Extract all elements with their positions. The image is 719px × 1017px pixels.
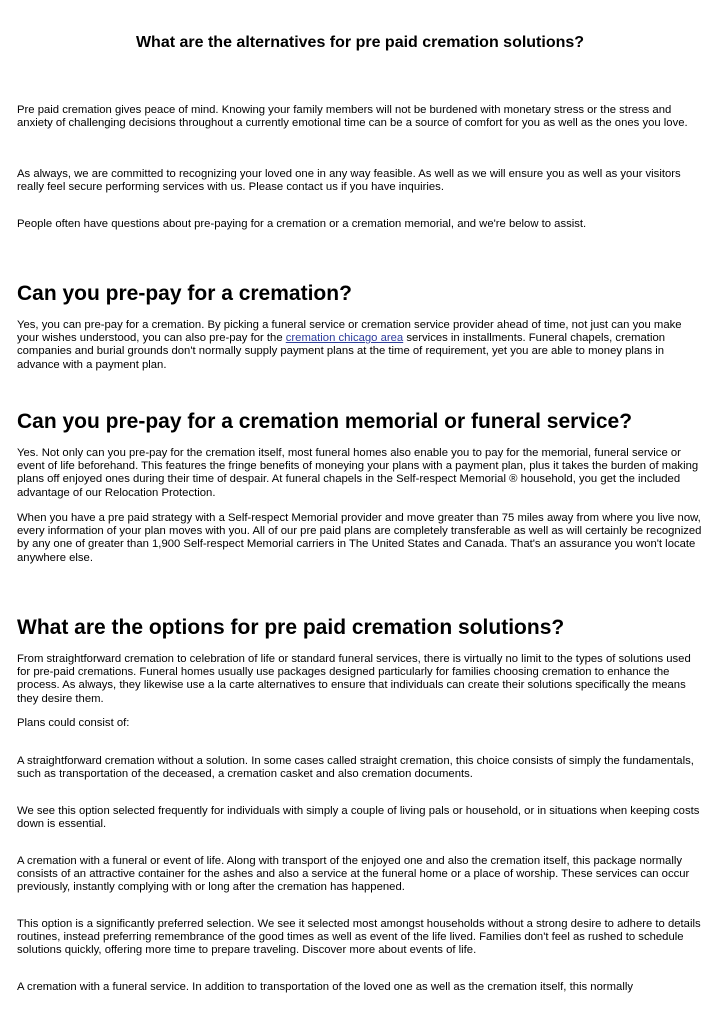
section2-paragraph-1: Yes. Not only can you pre-pay for the cremation itself, most funeral homes also enable you to pay for the memorial, funeral service or event of life beforehand. This features the fringe benefits of moneying your plans with a payment plan, plus it takes the burden of making plans off enjoyed ones during their time of despair. At funeral chapels in the Self-respect Memorial ® household, you get the included advantage of our Relocation Protection. bbox=[17, 447, 699, 499]
cremation-chicago-area-link[interactable]: cremation chicago area bbox=[285, 332, 404, 345]
section3-paragraph-5: A cremation with a funeral or event of life. Along with transport of the enjoyed one and also the cremation itself, this package normally consists of an attractive container for the ashes and also a service at the funeral home or a place of worship. These services can occur previously, instantly complying with or long after the cremation has happened. bbox=[17, 855, 690, 894]
intro-paragraph-1: Pre paid cremation gives peace of mind. Knowing your family members will not be burdened with monetary stress or the stress and anxiety of challenging decisions throughout a currently emotional time can be a source of comfort for you as well as the ones you love. bbox=[17, 104, 688, 130]
section1-text-before-link: Yes, you can pre-pay for a cremation. By picking a funeral service or cremation service provider ahead of time, not just can you make your wishes understood, you can also pre-pay for the bbox=[17, 319, 682, 345]
section2-paragraph-2: When you have a pre paid strategy with a Self-respect Memorial provider and move greater than 75 miles away from where you live now, every information of your plan moves with you. All of our pre paid plans are completely transferable as well as will certainly be recognized by any one of greater than 1,900 Self-respect Memorial carriers in The United States and Canada. That's an assurance you won't locate anywhere else. bbox=[17, 512, 702, 564]
section-heading-prepay-memorial: Can you pre-pay for a cremation memorial or funeral service? bbox=[17, 410, 633, 433]
section-heading-options: What are the options for pre paid cremation solutions? bbox=[17, 616, 565, 639]
section-heading-prepay-cremation: Can you pre-pay for a cremation? bbox=[17, 282, 352, 305]
section3-paragraph-2: Plans could consist of: bbox=[17, 717, 130, 729]
section1-paragraph bbox=[17, 319, 703, 372]
intro-paragraph-2: As always, we are committed to recognizing your loved one in any way feasible. As well as we will ensure you as well as your visitors really feel secure performing services with us. Please contact us if you have inquiries. bbox=[17, 168, 681, 194]
intro-paragraph-3: People often have questions about pre-paying for a cremation or a cremation memorial, and we're below to assist. bbox=[17, 218, 587, 230]
section3-paragraph-1: From straightforward cremation to celebration of life or standard funeral services, there is virtually no limit to the types of solutions used for pre-paid cremations. Funeral homes usually use packages designed particularly for families choosing cremation to enhance the process. As always, they likewise use a la carte alternatives to ensure that individuals can create their solutions specifically the means they desire them. bbox=[17, 653, 691, 705]
section3-paragraph-4: We see this option selected frequently for individuals with simply a couple of living pals or household, or in situations when keeping costs down is essential. bbox=[17, 805, 700, 831]
section3-paragraph-3: A straightforward cremation without a solution. In some cases called straight cremation, this choice consists of simply the fundamentals, such as transportation of the deceased, a cremation casket and also cremation documents. bbox=[17, 755, 694, 781]
document-title: What are the alternatives for pre paid cremation solutions? bbox=[135, 34, 585, 51]
section3-paragraph-7: A cremation with a funeral service. In addition to transportation of the loved one as well as the cremation itself, this normally bbox=[17, 981, 633, 993]
section3-paragraph-6: This option is a significantly preferred selection. We see it selected most amongst households without a strong desire to adhere to details routines, instead preferring remembrance of the good times as well as event of the life lived. Families don't feel as rushed to schedule solutions quickly, offering more time to prepare traveling. Discover more about events of life. bbox=[17, 918, 701, 957]
section1-text-after-link: services in installments. Funeral chapels, cremation companies and burial grounds don't normally supply payment plans at the time of requirement, yet you are able to money plans in advance with a payment plan. bbox=[17, 332, 666, 371]
